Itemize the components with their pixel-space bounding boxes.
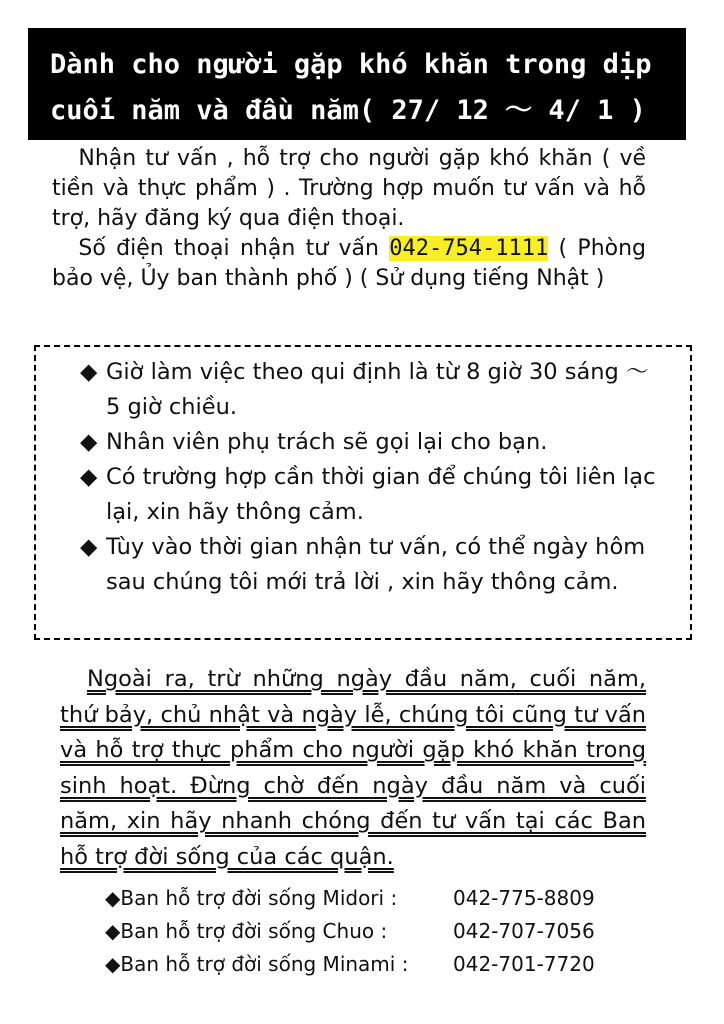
contact-name: ◆Ban hỗ trợ đời sống Chuo : [105, 919, 388, 943]
notice-text: Tùy vào thời gian nhận tư vấn, có thể ngày hôm sau chúng tôi mới trả lời , xin hãy thông cảm. [106, 534, 646, 595]
notice-item [80, 355, 660, 425]
intro-section [52, 144, 646, 294]
contact-list [105, 882, 645, 981]
diamond-bullet-icon: ◆ [80, 534, 98, 560]
contact-phone: 042-775-8809 [453, 886, 595, 910]
other-info-section [60, 662, 646, 875]
notice-list [80, 355, 660, 600]
contact-phone: 042-707-7056 [453, 919, 595, 943]
consultation-phone-number: 042-754-1111 [389, 236, 549, 261]
contact-item-chuo [105, 915, 645, 948]
contact-name: ◆Ban hỗ trợ đời sống Midori : [105, 886, 398, 910]
contact-item-midori [105, 882, 645, 915]
notice-item [80, 530, 660, 600]
intro-paragraph: Nhận tư vấn , hỗ trợ cho người gặp khó khăn ( về tiền và thực phẩm ) . Trường hợp muốn tư vấn và hỗ trợ, hãy đăng ký qua điện thoại. [52, 146, 646, 231]
notice-item [80, 425, 660, 460]
page-title-banner [28, 28, 686, 140]
contact-phone: 042-701-7720 [453, 952, 595, 976]
notice-text: Có trường hợp cần thời gian để chúng tôi liên lạc lại, xin hãy thông cảm. [106, 464, 656, 525]
diamond-bullet-icon: ◆ [105, 886, 121, 910]
phone-label: Số điện thoại nhận tư vấn [78, 236, 390, 261]
contact-name: ◆Ban hỗ trợ đời sống Minami : [105, 952, 409, 976]
diamond-bullet-icon: ◆ [105, 952, 121, 976]
notice-text: Nhân viên phụ trách sẽ gọi lại cho bạn. [106, 429, 548, 455]
contact-item-minami [105, 948, 645, 981]
title-line-1: Dành cho người gặp khó khăn trong dịp [50, 49, 652, 80]
phone-note: ( Phòng bảo vệ, Ủy ban thành phố ) ( Sử dụng tiếng Nhật ) [52, 236, 647, 291]
diamond-bullet-icon: ◆ [80, 359, 98, 385]
diamond-bullet-icon: ◆ [105, 919, 121, 943]
notice-text: Giờ làm việc theo qui định là từ 8 giờ 30 sáng ～ 5 giờ chiều. [106, 359, 649, 420]
title-line-2: cuối năm và đầu năm( 27/ 12 ～ 4/ 1 ) [50, 95, 646, 126]
intro-phone-paragraph [52, 234, 646, 294]
other-info-text: Ngoài ra, trừ những ngày đầu năm, cuối năm, thứ bảy, chủ nhật và ngày lễ, chúng tôi cũng tư vấn và hỗ trợ thực phẩm cho người gặp khó khăn trong sinh hoạt. Đừng chờ đến ngày đầu năm và cuối năm, xin hãy nhanh chóng đến tư vấn tại các Ban hỗ trợ đời sống của các quận. [60, 666, 646, 870]
diamond-bullet-icon: ◆ [80, 464, 98, 490]
notice-item [80, 460, 660, 530]
diamond-bullet-icon: ◆ [80, 429, 98, 455]
